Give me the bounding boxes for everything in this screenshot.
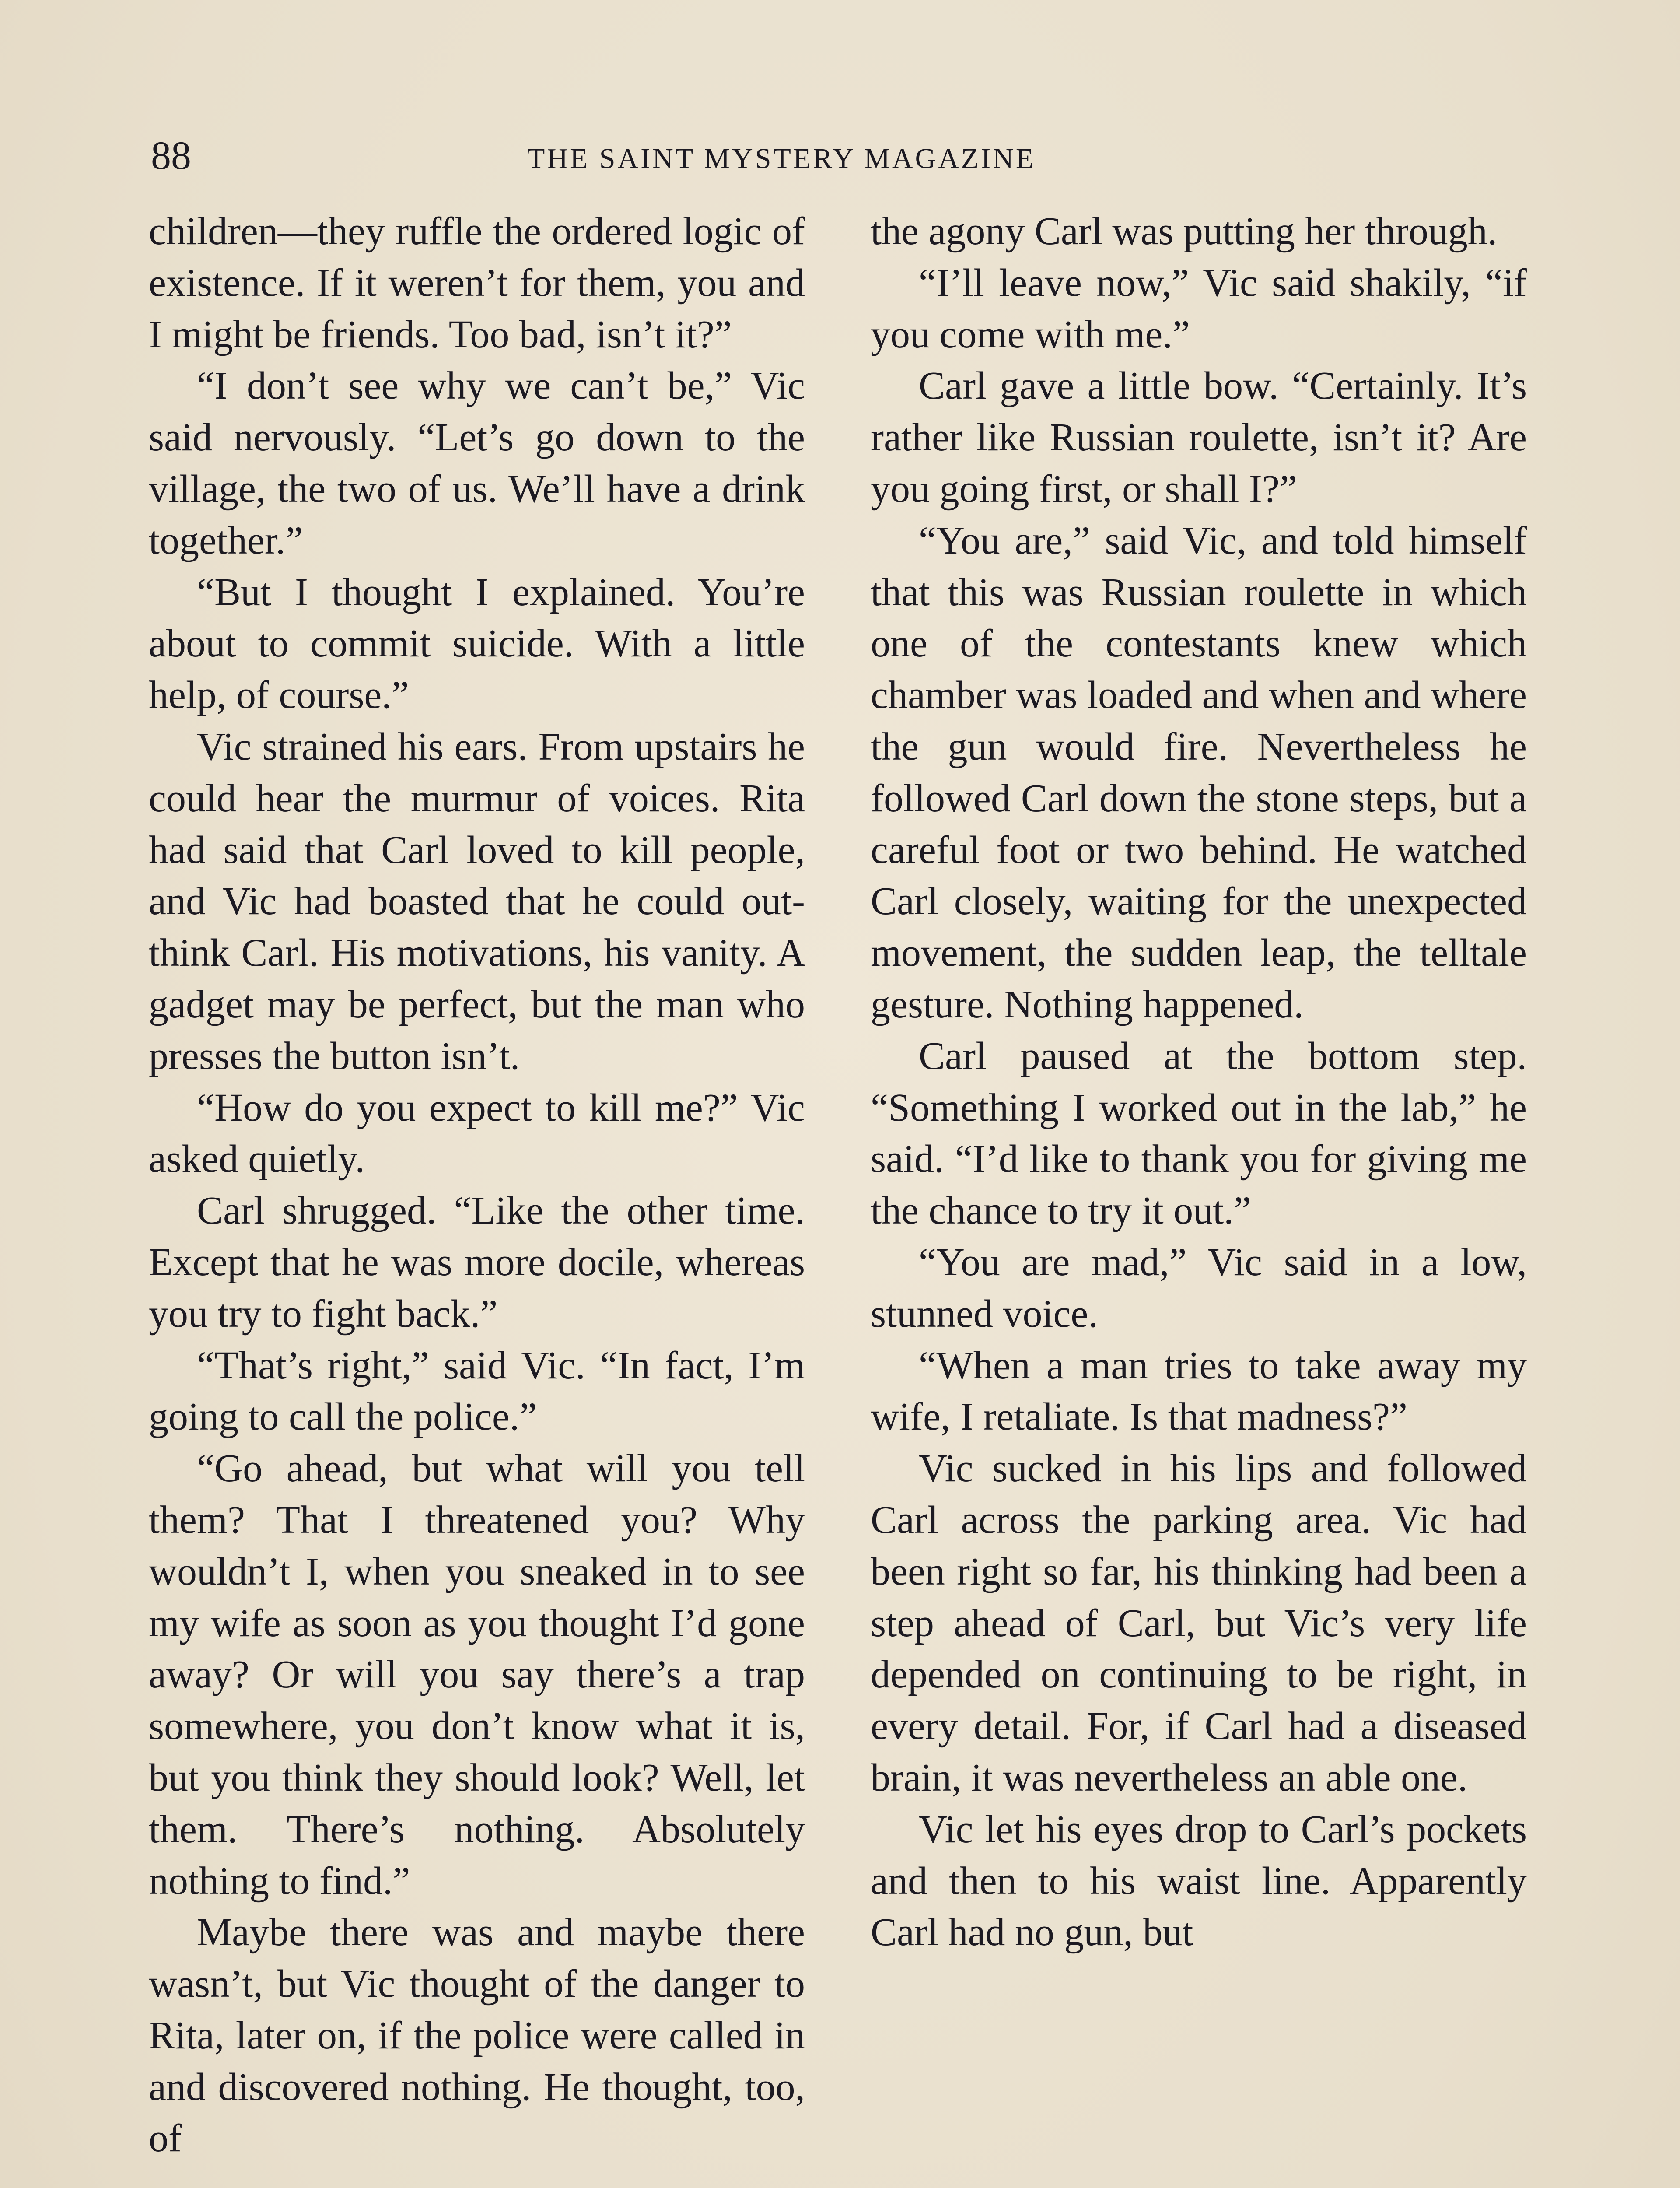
paragraph: Vic let his eyes drop to Carl’s pockets and then to his waist line. Apparently Carl had no gun, but — [871, 1807, 1527, 1954]
paragraph: “Go ahead, but what will you tell them? That I threatened you? Why wouldn’t I, when you sneaked in to see my wife as soon as you thought I’d gone away? Or will you say there’s a trap somewhere, you don’t know what it is, but you think they should look? Well, let them. There’s nothing. Absolutely nothing to find.” — [149, 1447, 805, 1903]
paragraph: “When a man tries to take away my wife, I retaliate. Is that madness?” — [871, 1343, 1527, 1439]
paragraph: Maybe there was and maybe there wasn’t, but Vic thought of the danger to Rita, later on, if the police were called in and discovered nothing. He thought, too, of — [149, 1911, 805, 2160]
paragraph: the agony Carl was putting her through. — [871, 210, 1498, 253]
page-header — [151, 131, 1529, 179]
paragraph: Carl gave a little bow. “Certainly. It’s rather like Russian roulette, isn’t it? Are you going first, or shall I?” — [871, 364, 1527, 511]
paragraph: Carl shrugged. “Like the other time. Except that he was more docile, whereas you try to fight back.” — [149, 1189, 805, 1336]
running-head: THE SAINT MYSTERY MAGAZINE — [527, 143, 1036, 175]
paragraph: Vic strained his ears. From upstairs he could hear the murmur of voices. Rita had said that Carl loved to kill people, and Vic had boasted that he could out-think Carl. His motivations, his vanity. A gadget may be perfect, but the man who presses the button isn’t. — [149, 725, 805, 1078]
paragraph: “That’s right,” said Vic. “In fact, I’m going to call the police.” — [149, 1343, 805, 1439]
paragraph: children—they ruffle the ordered logic of existence. If it weren’t for them, you and I might be friends. Too bad, isn’t it?” — [149, 210, 805, 356]
left-column — [149, 206, 805, 2164]
paragraph: “But I thought I explained. You’re about to commit suicide. With a little help, of course.” — [149, 570, 805, 717]
paragraph: Vic sucked in his lips and followed Carl across the parking area. Vic had been right so far, his thinking had been a step ahead of Carl, but Vic’s very life depended on continuing to be right, in every detail. For, if Carl had a diseased brain, it was nevertheless an able one. — [871, 1447, 1527, 1799]
paragraph: “How do you expect to kill me?” Vic asked quietly. — [149, 1086, 805, 1181]
paragraph: Carl paused at the bottom step. “Something I worked out in the lab,” he said. “I’d like to thank you for giving me the chance to try it out.” — [871, 1034, 1527, 1233]
right-column — [871, 206, 1527, 1958]
paragraph: “You are,” said Vic, and told himself that this was Russian roulette in which one of the contestants knew which chamber was loaded and when and where the gun would fire. Nevertheless he followed Carl down the stone steps, but a careful foot or two behind. He watched Carl closely, waiting for the unexpected movement, the sudden leap, the telltale gesture. Nothing happened. — [871, 519, 1527, 1026]
paragraph: “I don’t see why we can’t be,” Vic said nervously. “Let’s go down to the village, the two of us. We’ll have a drink together.” — [149, 364, 805, 562]
paragraph: “You are mad,” Vic said in a low, stunned voice. — [871, 1240, 1527, 1336]
paragraph: “I’ll leave now,” Vic said shakily, “if you come with me.” — [871, 261, 1527, 356]
page-number: 88 — [151, 133, 191, 178]
